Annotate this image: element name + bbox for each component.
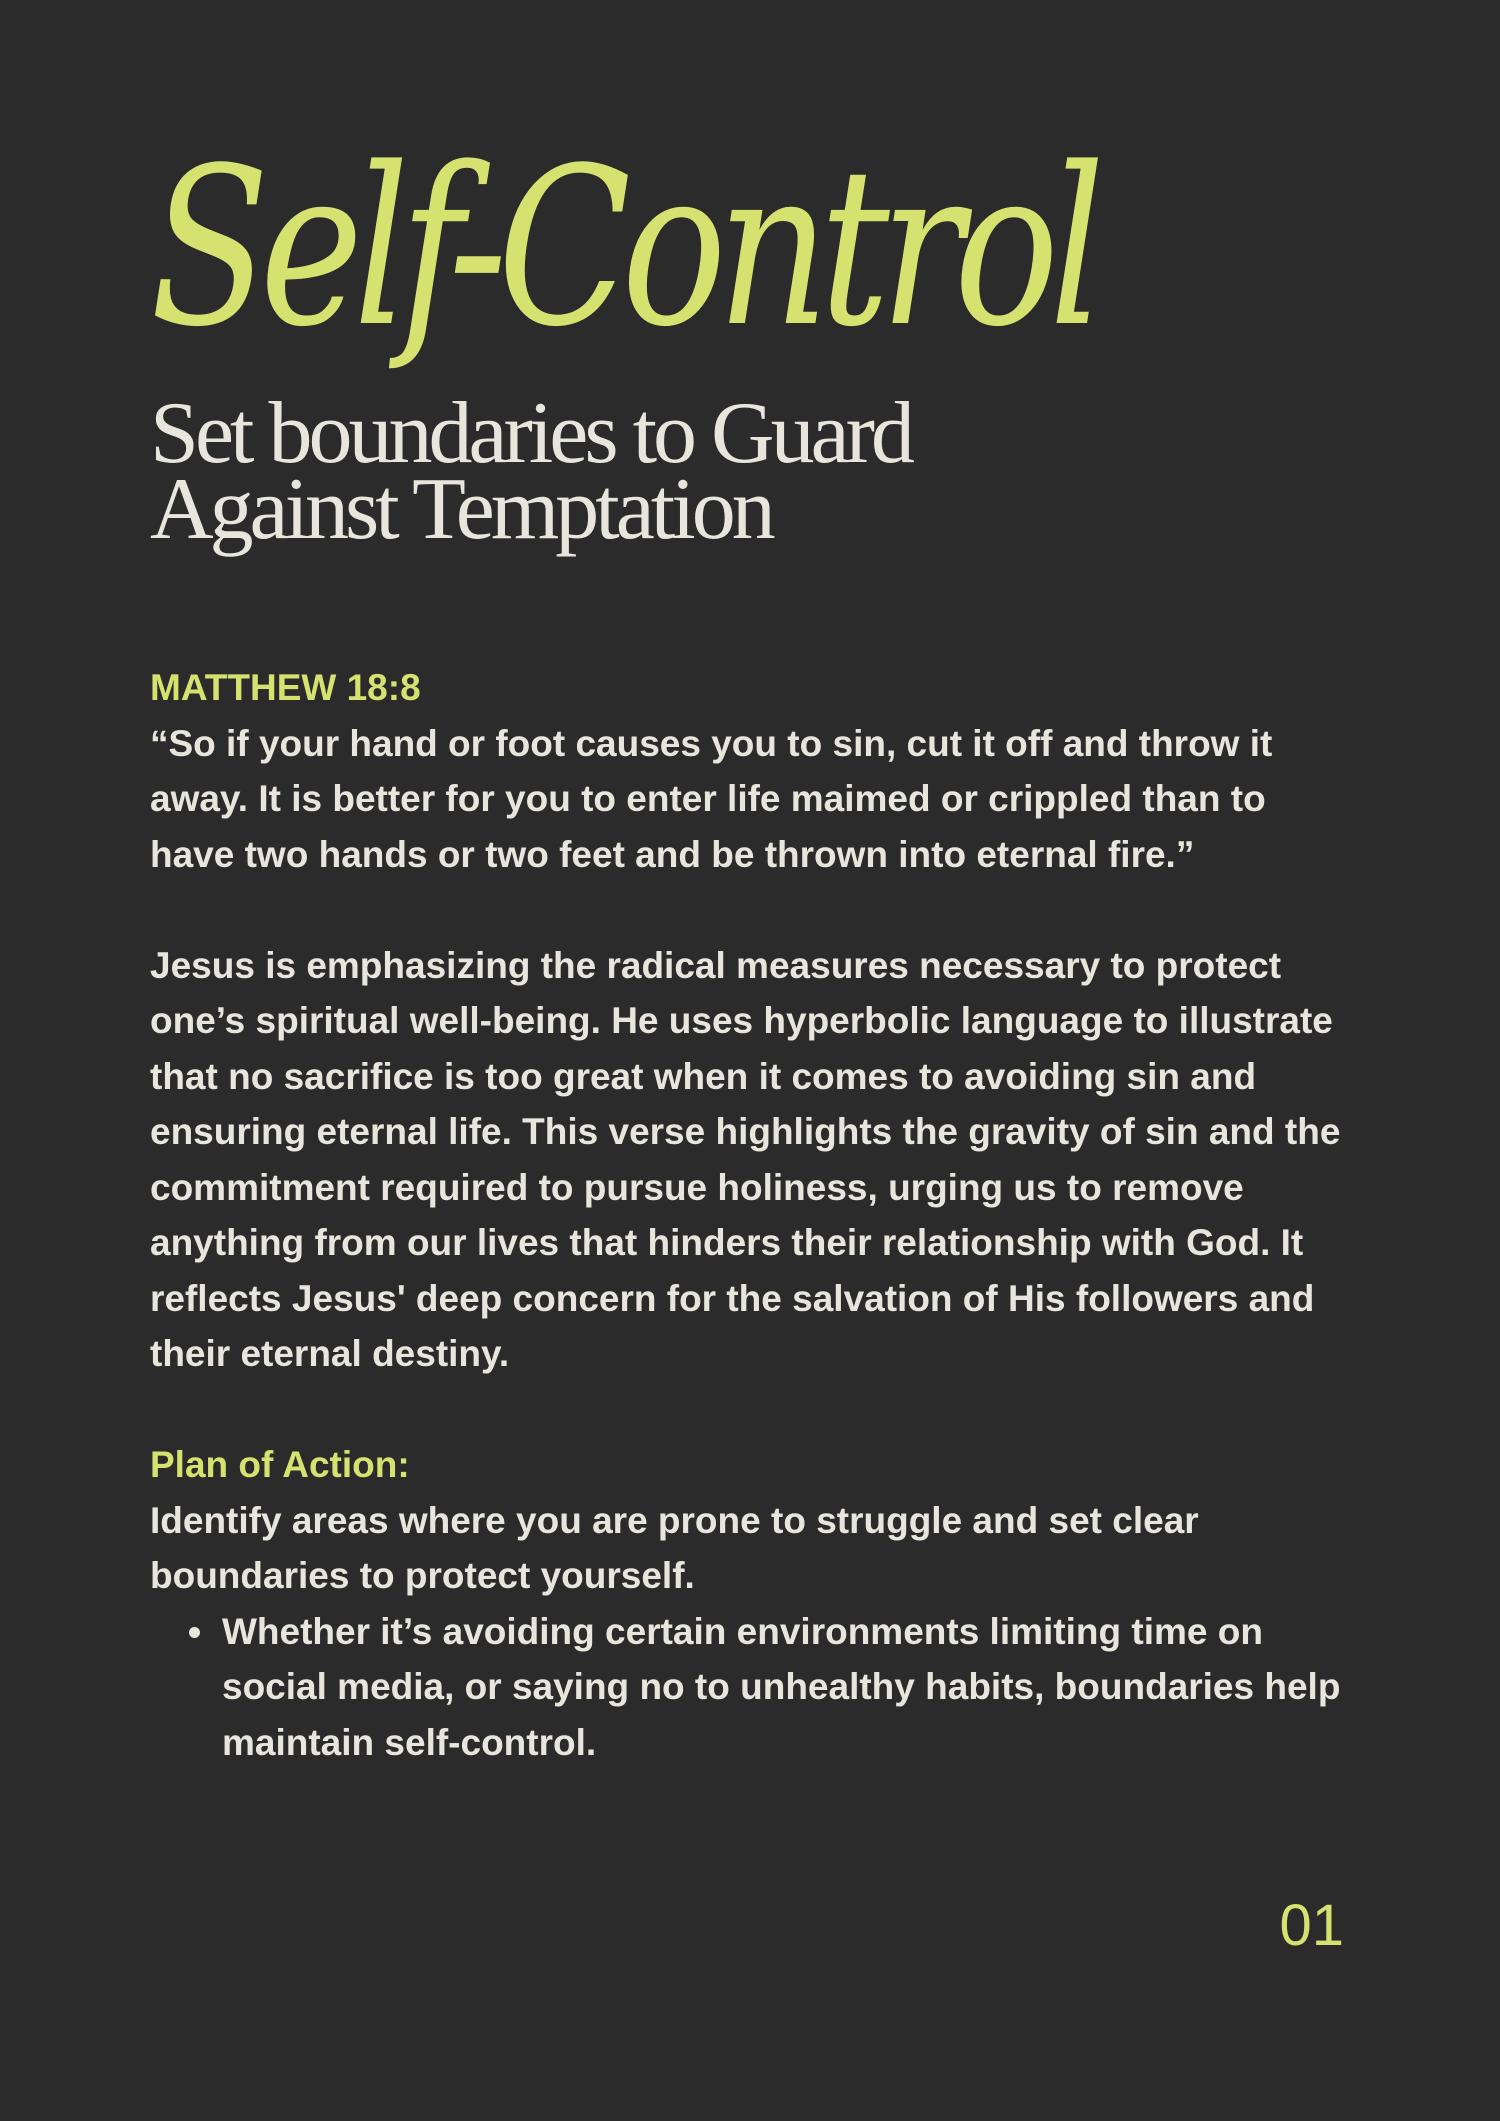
scripture-block (150, 660, 1350, 882)
plan-of-action (150, 1437, 1350, 1770)
content-body (150, 660, 1350, 1770)
page-number: 01 (1279, 1893, 1344, 1958)
page-subtitle (150, 385, 911, 558)
plan-intro: Identify areas where you are prone to struggle and set clear boundaries to protect yourself. (150, 1499, 1199, 1596)
subtitle-line-2: Against Temptation (150, 461, 772, 558)
spacer (150, 882, 1350, 938)
scripture-quote: “So if your hand or foot causes you to sin, cut it off and throw it away. It is better for you to enter life maimed or crippled than to have two hands or two feet and be thrown into eternal fire.” (150, 722, 1273, 875)
scripture-reference: MATTHEW 18:8 (150, 667, 421, 708)
subtitle-line-1: Set boundaries to Guard (150, 385, 911, 482)
page-title: Self-Control (150, 122, 1096, 375)
plan-bullet-list (150, 1604, 1350, 1771)
spacer (150, 1382, 1350, 1438)
plan-heading: Plan of Action: (150, 1444, 410, 1485)
list-item: Whether it’s avoiding certain environments limiting time on social media, or saying no to unhealthy habits, boundaries help maintain self-control. (222, 1604, 1350, 1771)
reflection-paragraph: Jesus is emphasizing the radical measures necessary to protect one’s spiritual well-being. He uses hyperbolic language to illustrate that no sacrifice is too great when it comes to avoiding sin and ensuring eternal life. This verse highlights the gravity of sin and the commitment required to pursue holiness, urging us to remove anything from our lives that hinders their relationship with God. It reflects Jesus' deep concern for the salvation of His followers and their eternal destiny. (150, 944, 1341, 1374)
